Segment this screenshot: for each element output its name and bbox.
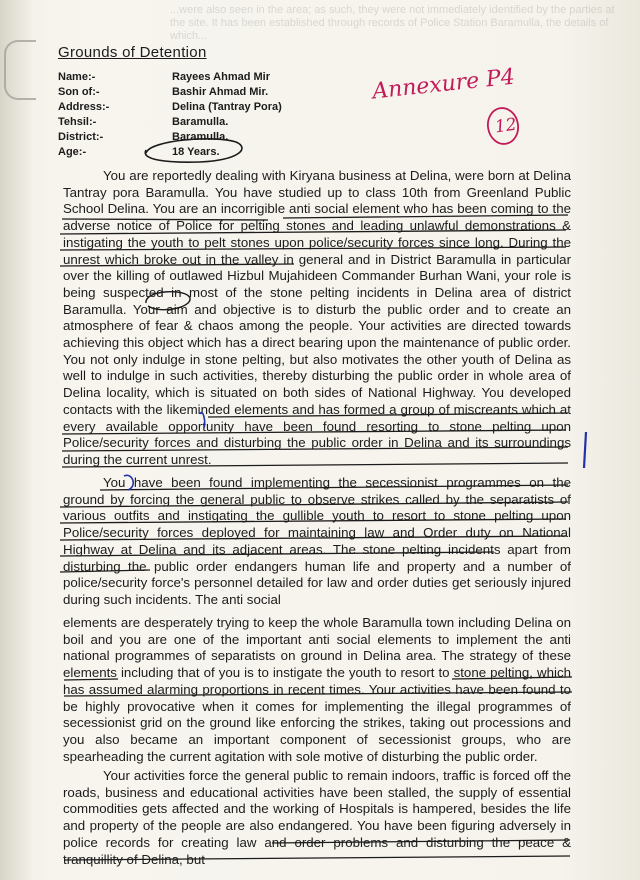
particular-label: Son of:- (58, 86, 100, 98)
particular-label: Address:- (58, 101, 110, 113)
particular-label: Age:- (58, 146, 87, 158)
particular-label: District:- (58, 131, 104, 143)
particular-label: Tehsil:- (58, 116, 97, 128)
paragraph-2: You have been found implementing the secessionist programmes on the ground by forcing the general public to observe strikes called by the separatists of various outfits and instigating the gullible youth to resort to stone pelting upon Police/security forces deployed for maintaining law and Order duty on National Highway at Delina and its adjacent areas. The stone pelting incidents apart from disturbing the public order endangers human life and property and a number of police/security force's personnel detailed for law and order duties get seriously injured during such incidents. The anti social (63, 475, 571, 607)
particular-value: Rayees Ahmad Mir (172, 71, 271, 83)
particular-value: 18 Years. (172, 146, 220, 158)
particular-value: Baramulla. (172, 131, 229, 143)
particular-value: Delina (Tantray Pora) (172, 101, 282, 113)
paragraph-1: You are reportedly dealing with Kiryana business at Delina, were born at Delina Tantray pora Baramulla. You have studied up to class 10th from Greenland Public School Delina. You are an incorrigible anti social element who has been coming to the adverse notice of Police for pelting stones and leading unlawful demonstrations & instigating the youth to pelt stones upon police/security forces since long. During the unrest which broke out in the valley in general and in District Baramulla in particular over the killing of outlawed Hizbul Mujahideen Commander Burhan Wani, your role is being suspected in most of the stone pelting incidents in Delina area of district Baramulla. Your aim and objective is to disturb the public order and to create an atmosphere of fear & chaos among the people. Your activities are directed towards achieving this object which has a direct bearing upon the maintenance of public order. You not only indulge in stone pelting, but also motivates the other youth of Delina as well to indulge in such activities, thereby disturbing the public order in whole area of Delina locality, which is situated on both sides of National Highway. You developed contacts with the likeminded elements and has formed a group of miscreants which at every available opportunity have been found resorting to stone pelting upon Police/security forces and disturbing the public order in Delina and its surroundings during the current unrest. (63, 168, 571, 467)
blue-margin-line (584, 432, 586, 468)
particular-label: Name:- (58, 71, 96, 83)
paragraph-4: Your activities force the general public to remain indoors, traffic is forced off the roads, business and educational activities have been stalled, the supply of essential commodities gets affected and the working of Hospitals is hampered, besides the life and property of the people are also endangered. You have been figuring adversely in police records for creating law and order problems and disturbing the peace & tranquillity of Delina, but (63, 768, 571, 867)
staple-mark (4, 40, 36, 100)
handwritten-annexure: Annexure P4 (371, 64, 517, 105)
handwritten-page-number: 12 (493, 114, 518, 138)
particular-value: Baramulla. (172, 116, 229, 128)
page-title: Grounds of Detention (58, 44, 207, 61)
particular-value: Bashir Ahmad Mir. (172, 86, 269, 98)
bleed-through-text: ...were also seen in the area; as such, they were not immediately identified by the parties at the site. It has been established through records of Police Station Baramulla, the details of which... (170, 4, 618, 42)
paragraph-3: elements are desperately trying to keep the whole Baramulla town including Delina on boil and you are one of the important anti social elements to implement the anti national programmes of separatists on ground in Delina area. The strategy of these elements including that of you is to instigate the youth to resort to stone pelting, which has assumed alarming proportions in recent times. Your activities have been found to be highly provocative when it comes for implementing the illegal programmes of secessionist grid on the ground like enforcing the strikes, taking out processions and you also became an important component of secessionist groups, who are spearheading the current agitation with sole motive of disturbing the public order. (63, 615, 571, 764)
